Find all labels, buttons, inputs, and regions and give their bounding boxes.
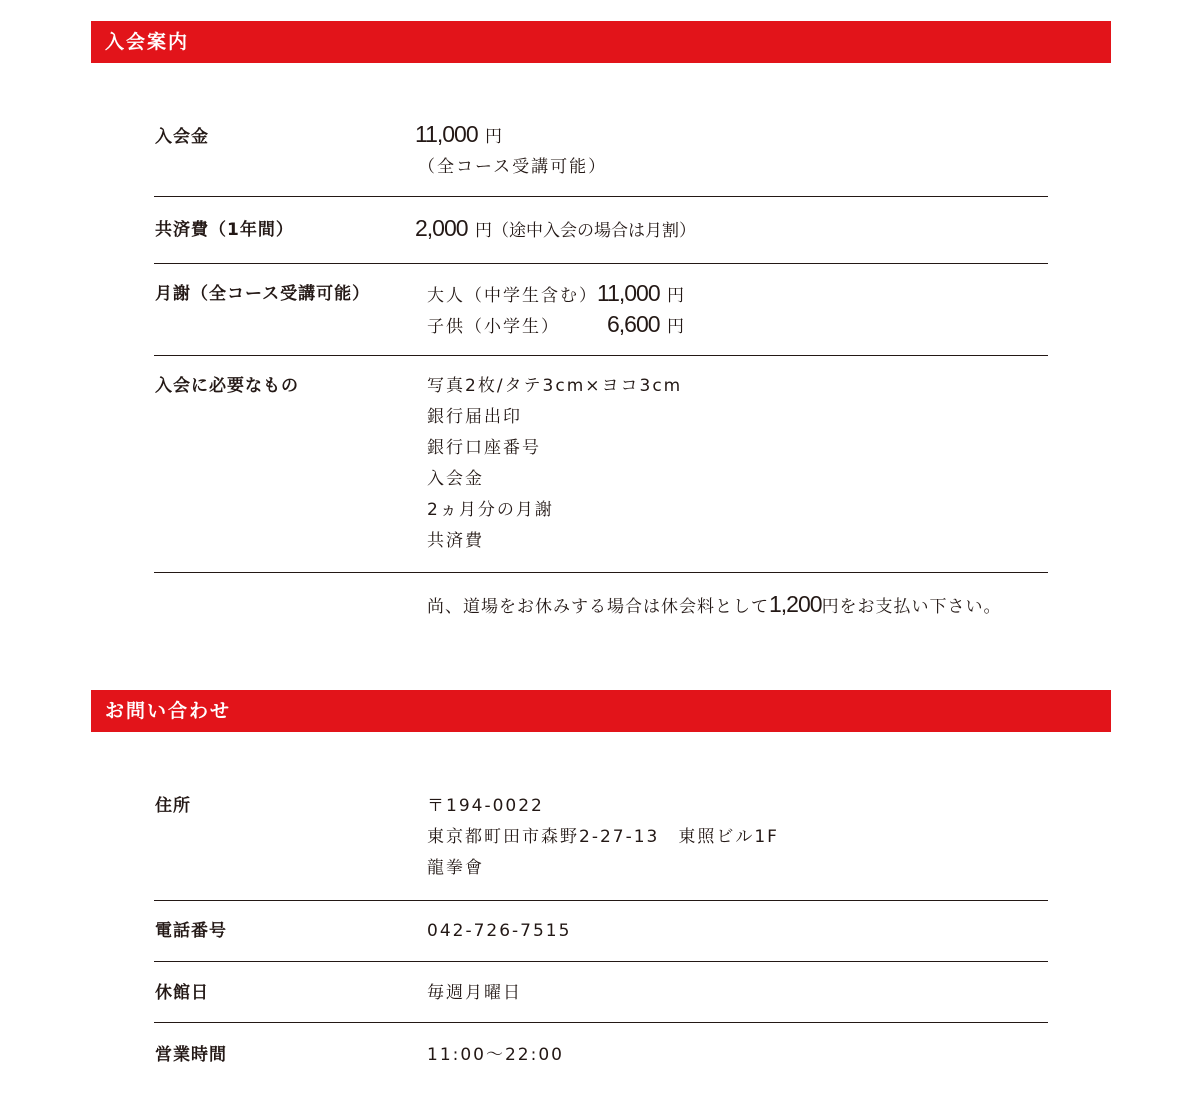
divider (154, 572, 1048, 573)
required-item: 写真2枚/タテ3cm×ヨコ3cm (427, 376, 683, 396)
divider (154, 196, 1048, 197)
monthly-fee-row-adult (427, 280, 685, 306)
monthly-fee-unit: 円 (667, 286, 685, 306)
mutual-aid-unit: 円 (474, 221, 492, 241)
admission-fee-value (415, 121, 503, 147)
required-item: 2ヵ月分の月謝 (427, 500, 554, 520)
divider (154, 1022, 1048, 1023)
section-header-enrollment: 入会案内 (91, 21, 1111, 63)
business-hours-value: 11:00〜22:00 (427, 1045, 564, 1065)
address-line: 〒194-0022 (427, 796, 544, 816)
phone-value[interactable]: 042-726-7515 (427, 921, 572, 941)
phone-label: 電話番号 (155, 921, 227, 941)
monthly-fee-unit: 円 (666, 317, 684, 337)
required-item: 銀行届出印 (427, 407, 522, 427)
divider (154, 355, 1048, 356)
required-items-list (427, 376, 682, 562)
monthly-fee-who: 大人（中学生含む） (427, 286, 598, 306)
address-value (427, 796, 779, 889)
required-item: 入会金 (427, 469, 484, 489)
required-items-label: 入会に必要なもの (155, 376, 299, 396)
leave-fee-amount: 1,200 (769, 591, 822, 617)
business-hours-label: 営業時間 (155, 1045, 227, 1065)
admission-fee-label: 入会金 (155, 127, 209, 147)
mutual-aid-note: （途中入会の場合は月割） (491, 221, 696, 241)
admission-fee-note: （全コース受講可能） (418, 157, 608, 177)
required-item: 銀行口座番号 (427, 438, 541, 458)
monthly-fee-label: 月謝（全コース受講可能） (155, 284, 371, 304)
section-header-contact: お問い合わせ (91, 690, 1111, 732)
divider (154, 263, 1048, 264)
leave-fee-note (427, 591, 1002, 617)
divider (154, 900, 1048, 901)
monthly-fee-row-child (427, 311, 684, 337)
leave-note-after: 円をお支払い下さい。 (821, 597, 1002, 617)
leave-note-before: 尚、道場をお休みする場合は休会料として (427, 597, 769, 617)
closed-day-label: 休館日 (155, 983, 209, 1003)
monthly-fee-amount: 11,000 (597, 280, 660, 306)
address-line: 東京都町田市森野2-27-13 東照ビル1F (427, 827, 779, 847)
address-label: 住所 (155, 796, 191, 816)
monthly-fee-who: 子供（小学生） (427, 317, 560, 337)
mutual-aid-amount: 2,000 (415, 215, 468, 241)
mutual-aid-value (415, 215, 696, 241)
address-line: 龍拳會 (427, 858, 484, 878)
admission-fee-amount: 11,000 (415, 121, 478, 147)
admission-fee-unit: 円 (485, 127, 503, 147)
mutual-aid-label: 共済費（1年間） (155, 220, 294, 240)
required-item: 共済費 (427, 531, 484, 551)
monthly-fee-amount: 6,600 (607, 311, 660, 337)
closed-day-value: 毎週月曜日 (427, 983, 522, 1003)
divider (154, 961, 1048, 962)
